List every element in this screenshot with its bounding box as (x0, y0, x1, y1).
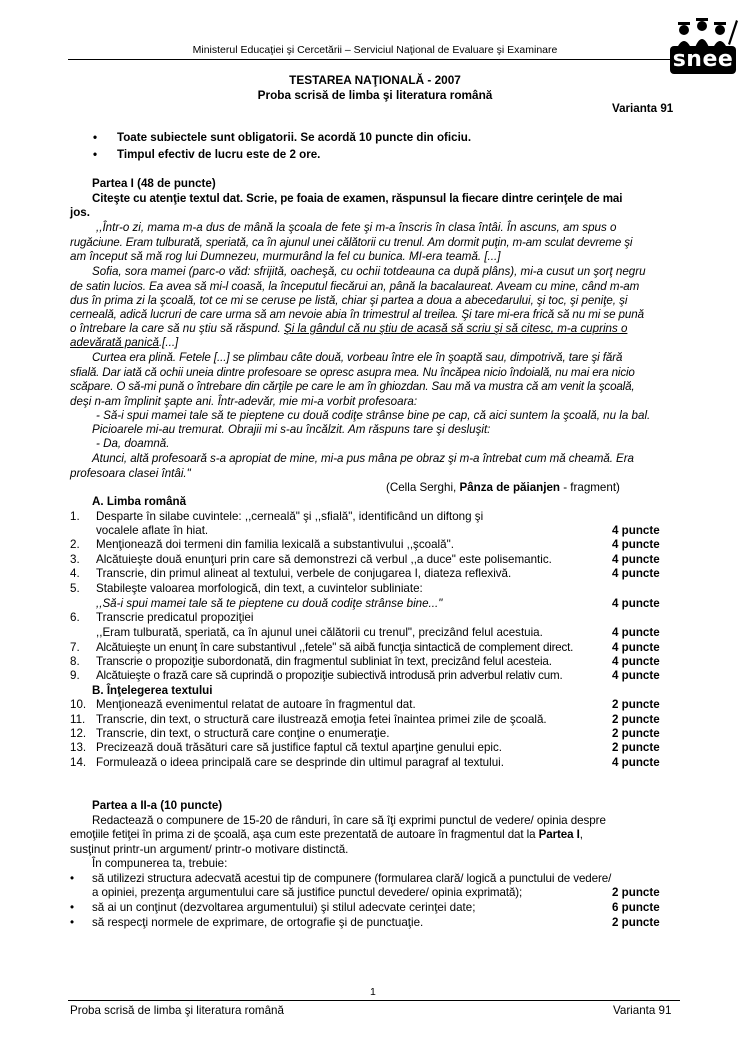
bullet: • (93, 148, 98, 161)
item-text: Alcătuieşte un enunţ în care substantivul ,,fetele" să aibă funcţia sintactică de complement direct. (96, 641, 574, 654)
item-number: 12. (70, 727, 87, 740)
graduates-icon (668, 14, 740, 50)
item-text: Transcrie, din primul alineat al textului, verbele de conjugarea I, diateza reflexivă. (96, 567, 512, 580)
text-line: deşi n-am împlinit şapte ani. Într-adevăr, mie mi-a vorbit profesoara: (70, 395, 418, 408)
footer-right: Varianta 91 (613, 1004, 672, 1017)
page-number: 1 (370, 986, 376, 998)
text-line: - Da, doamnă. (96, 437, 170, 450)
requirement: să utilizezi structura adecvată acestui tip de compunere (formularea clară/ logică a punctului de vedere/ (92, 872, 612, 885)
header-divider (68, 59, 680, 60)
text-line: Curtea era plină. Fetele [...] se plimbau câte două, vorbeau între ele în şoaptă sau, dimpotrivă, tare şi fără (92, 351, 623, 364)
footer-left: Proba scrisă de limba şi literatura română (70, 1004, 284, 1017)
item-text: Transcrie, din text, o structură care ilustrează emoţia fetei înaintea primei zile de şcoală. (96, 713, 547, 726)
item-points: 4 puncte (612, 597, 660, 610)
requirement-points: 2 puncte (612, 886, 660, 899)
item-text: Alcătuieşte două enunţuri prin care să demonstrezi că verbul ,,a duce" este polisemantic. (96, 553, 552, 566)
text-line: profesoara clasei întâi." (70, 467, 191, 480)
item-points: 4 puncte (612, 655, 660, 668)
item-points: 2 puncte (612, 713, 660, 726)
text-line: sfială. Dar iată că ochii uneia dintre profesoare se opresc asupra mea. Nu încăpea nicio îndoială, nu mai era nicio (70, 366, 635, 379)
exam-title: TESTAREA NAŢIONALĂ - 2007 (289, 73, 461, 87)
underlined-fragment: Şi la gândul că nu ştiu de acasă să scriu şi să citesc, m-a cuprins o (283, 322, 628, 335)
text-line: Picioarele mi-au tremurat. Obrajii mi s-au încălzit. Am răspuns tare şi desluşit: (92, 423, 491, 436)
text-line: Atunci, altă profesoară s-a apropiat de mine, mi-a pus mâna pe obraz şi m-a întrebat cum mă cheamă. Era (92, 452, 634, 465)
text-line: de satin lucios. Ea avea să mi-l coasă, la începutul fiecărui an, până la bacalaureat. Aveam cu mine, când m-am (70, 280, 640, 293)
bullet: • (70, 901, 75, 914)
variant-label: Varianta 91 (612, 102, 674, 115)
item-number: 3. (70, 553, 80, 566)
text-line: o întrebare la care să nu ştiu să răspund. Şi la gândul că nu ştiu de acasă să scriu şi să citesc, m-a cuprins o (70, 322, 628, 335)
text-line: Sofia, sora mamei (parc-o văd: sfrijită, oacheşă, cu ochii totdeauna ca după plâns), mi-a cusut un şorţ negru (92, 265, 646, 278)
section-a-heading: A. Limba română (92, 495, 187, 508)
text-line: am început să mă rog lui Dumnezeu, murmurând la fel cu bunica. MI-era teamă. [...] (70, 250, 501, 263)
item-number: 5. (70, 582, 80, 595)
snee-logo (668, 14, 740, 76)
text-line: scăpare. O să-mi pună o întrebare din cărţile pe care le am în ghiozdan. Sau mă va mustra că am venit la şcoală, (70, 380, 635, 393)
item-points: 4 puncte (612, 524, 660, 537)
item-text: Transcrie predicatul propoziţiei (96, 611, 254, 624)
bullet: • (70, 872, 75, 885)
item-number: 1. (70, 510, 80, 523)
item-number: 7. (70, 641, 80, 654)
footer-divider (68, 1000, 680, 1001)
part2-heading: Partea a II-a (10 puncte) (92, 799, 223, 812)
bullet: • (70, 916, 75, 929)
item-number: 14. (70, 756, 87, 769)
item-points: 4 puncte (612, 553, 660, 566)
item-number: 8. (70, 655, 80, 668)
item-points: 4 puncte (612, 567, 660, 580)
part2-text: Redactează o compunere de 15-20 de rânduri, în care să îţi exprimi punctul de vedere/ opinia despre (92, 814, 606, 827)
item-points: 2 puncte (612, 698, 660, 711)
item-points: 4 puncte (612, 756, 660, 769)
part2-text: susţinut printr-un argument/ printr-o motivare distinctă. (70, 843, 349, 856)
text-line: - Să-i spui mamei tale să te pieptene cu două codiţe strânse bine pe cap, că aici suntem la şcoală, nu la bal. (96, 409, 651, 422)
item-text: Precizează două trăsături care să justifice faptul că textul aparţine genului epic. (96, 741, 503, 754)
item-number: 10. (70, 698, 87, 711)
requirement: să respecţi normele de exprimare, de ortografie şi de punctuaţie. (92, 916, 424, 929)
item-number: 13. (70, 741, 87, 754)
text-line: adevărată panică.[...] (70, 336, 179, 349)
item-text: Alcătuieşte o frază care să cuprindă o propoziţie subiectivă introdusă prin adverbul relativ cum. (96, 669, 563, 682)
item-text: Formulează o ideea principală care se desprinde din ultimul paragraf al textului. (96, 756, 504, 769)
source-citation: (Cella Serghi, Pânza de păianjen - fragment) (386, 481, 620, 494)
item-points: 4 puncte (612, 626, 660, 639)
item-number: 2. (70, 538, 80, 551)
item-text: Transcrie o propoziţie subordonată, din fragmentul subliniat în text, precizând felul acesteia. (96, 655, 552, 668)
underlined-fragment: adevărată panică (70, 336, 159, 349)
item-text: Menţionează evenimentul relatat de autoare în fragmentul dat. (96, 698, 416, 711)
item-points: 4 puncte (612, 669, 660, 682)
text-line: cerneală, adică lucruri de care urma să am nevoie abia în trimestrul al treilea. Şi tare mi-era frică să nu mi se pună (70, 308, 644, 321)
item-text: Menţionează doi termeni din familia lexicală a substantivului ,,şcoală". (96, 538, 454, 551)
exam-subtitle: Proba scrisă de limba şi literatura română (257, 88, 493, 102)
section-b-heading: B. Înţelegerea textului (92, 684, 213, 697)
item-number: 4. (70, 567, 80, 580)
item-number: 6. (70, 611, 80, 624)
item-number: 11. (70, 713, 86, 726)
item-points: 4 puncte (612, 641, 660, 654)
text-line: ,,Într-o zi, mama m-a dus de mână la şcoala de fete şi m-a înscris în clasa întâi. În ascuns, am spus o (96, 221, 617, 234)
item-points: 2 puncte (612, 741, 660, 754)
requirement: a opiniei, prezenţa argumentului care să justifice punctul devedere/ opinia exprimată); (92, 886, 523, 899)
instruction: Citeşte cu atenţie textul dat. Scrie, pe foaia de examen, răspunsul la fiecare dintre cerinţele de mai (92, 192, 623, 205)
item-points: 2 puncte (612, 727, 660, 740)
item-text: Stabileşte valoarea morfologică, din text, a cuvintelor subliniate: (96, 582, 423, 595)
item-number: 9. (70, 669, 80, 682)
part2-text: În compunerea ta, trebuie: (92, 857, 228, 870)
instruction-cont: jos. (70, 206, 90, 219)
requirement-points: 2 puncte (612, 916, 660, 929)
item-text: ,,Să-i spui mamei tale să te pieptene cu două codiţe strânse bine..." (96, 597, 443, 610)
ministry-header: Ministerul Educaţiei şi Cercetării – Serviciul Naţional de Evaluare şi Examinare (192, 44, 558, 56)
item-points: 4 puncte (612, 538, 660, 551)
item-text: Desparte în silabe cuvintele: ,,cerneală" şi ,,sfială", identificând un diftong şi (96, 510, 484, 523)
item-text: Transcrie, din text, o structură care conţine o enumeraţie. (96, 727, 390, 740)
item-text: vocalele aflate în hiat. (96, 524, 209, 537)
text-line: dus în prima zi la şcoală, tot ce mi se ceruse pe listă, chiar şi partea a doua a abecedarului, şi toc, şi peniţe, şi (70, 294, 628, 307)
logo-text: snee (670, 46, 736, 74)
part1-heading: Partea I (48 de puncte) (92, 177, 216, 190)
requirement-points: 6 puncte (612, 901, 660, 914)
text-line: rugăciune. Eram tulburată, speriată, ca în ajunul unei călătorii cu trenul. Am dormit puţin, m-am sculat devreme şi (70, 236, 633, 249)
rule-2: Timpul efectiv de lucru este de 2 ore. (117, 148, 321, 161)
bullet: • (93, 131, 98, 144)
requirement: să ai un conţinut (dezvoltarea argumentului) şi stilul adecvate cerinţei date; (92, 901, 476, 914)
part2-text: emoţiile fetiţei în prima zi de şcoală, aşa cum este prezentată de autoare în fragmentul dat la Partea I, (70, 828, 583, 841)
rule-1: Toate subiectele sunt obligatorii. Se acordă 10 puncte din oficiu. (117, 131, 472, 144)
item-text: ,,Eram tulburată, speriată, ca în ajunul unei călătorii cu trenul", precizând felul acestuia. (96, 626, 543, 639)
